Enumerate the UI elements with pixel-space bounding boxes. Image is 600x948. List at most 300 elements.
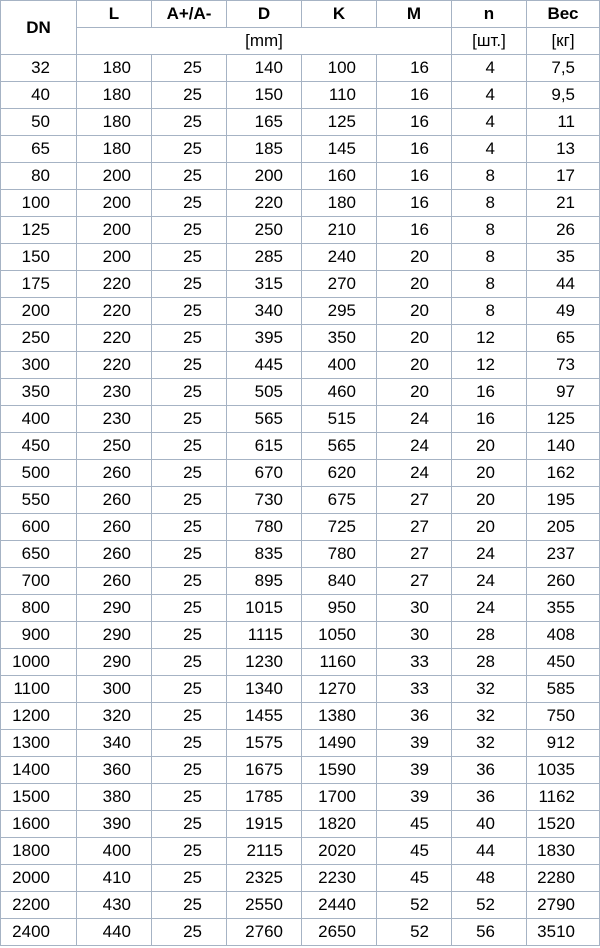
cell-m: 20: [377, 352, 452, 379]
cell-a: 25: [152, 55, 227, 82]
cell-a: 25: [152, 784, 227, 811]
cell-m: 27: [377, 514, 452, 541]
cell-weight: 1520: [527, 811, 600, 838]
table-row: [1, 271, 600, 298]
cell-k: 2440: [302, 892, 377, 919]
cell-dn: 175: [1, 271, 77, 298]
cell-d: 2115: [227, 838, 302, 865]
cell-k: 2020: [302, 838, 377, 865]
cell-n: 12: [452, 325, 527, 352]
header-dn: DN: [1, 1, 77, 55]
cell-k: 565: [302, 433, 377, 460]
cell-k: 620: [302, 460, 377, 487]
cell-a: 25: [152, 136, 227, 163]
cell-m: 20: [377, 271, 452, 298]
cell-a: 25: [152, 541, 227, 568]
header-weight: Вес: [527, 1, 600, 28]
cell-d: 445: [227, 352, 302, 379]
cell-n: 24: [452, 541, 527, 568]
table-row: [1, 514, 600, 541]
cell-n: 4: [452, 82, 527, 109]
cell-n: 16: [452, 379, 527, 406]
cell-dn: 2000: [1, 865, 77, 892]
cell-d: 670: [227, 460, 302, 487]
cell-a: 25: [152, 892, 227, 919]
cell-n: 32: [452, 676, 527, 703]
cell-weight: 1830: [527, 838, 600, 865]
cell-a: 25: [152, 730, 227, 757]
cell-a: 25: [152, 109, 227, 136]
cell-a: 25: [152, 811, 227, 838]
cell-dn: 40: [1, 82, 77, 109]
cell-l: 380: [77, 784, 152, 811]
cell-d: 1340: [227, 676, 302, 703]
cell-m: 16: [377, 163, 452, 190]
cell-k: 180: [302, 190, 377, 217]
cell-weight: 912: [527, 730, 600, 757]
table-row: [1, 433, 600, 460]
cell-n: 20: [452, 460, 527, 487]
cell-d: 250: [227, 217, 302, 244]
cell-n: 20: [452, 433, 527, 460]
cell-k: 110: [302, 82, 377, 109]
cell-n: 36: [452, 757, 527, 784]
cell-d: 780: [227, 514, 302, 541]
cell-n: 8: [452, 217, 527, 244]
cell-weight: 35: [527, 244, 600, 271]
cell-l: 360: [77, 757, 152, 784]
cell-k: 160: [302, 163, 377, 190]
table-row: [1, 622, 600, 649]
cell-dn: 2200: [1, 892, 77, 919]
cell-m: 20: [377, 325, 452, 352]
cell-a: 25: [152, 460, 227, 487]
cell-n: 28: [452, 622, 527, 649]
cell-dn: 1400: [1, 757, 77, 784]
cell-l: 440: [77, 919, 152, 946]
cell-weight: 237: [527, 541, 600, 568]
cell-a: 25: [152, 325, 227, 352]
cell-d: 140: [227, 55, 302, 82]
cell-weight: 125: [527, 406, 600, 433]
table-row: [1, 595, 600, 622]
cell-d: 2550: [227, 892, 302, 919]
cell-n: 36: [452, 784, 527, 811]
cell-dn: 1000: [1, 649, 77, 676]
table-row: [1, 379, 600, 406]
cell-l: 200: [77, 217, 152, 244]
cell-weight: 750: [527, 703, 600, 730]
cell-d: 1015: [227, 595, 302, 622]
table-row: [1, 109, 600, 136]
header-d: D: [227, 1, 302, 28]
table-header: [1, 1, 600, 55]
cell-n: 28: [452, 649, 527, 676]
cell-a: 25: [152, 865, 227, 892]
cell-l: 290: [77, 595, 152, 622]
cell-dn: 1200: [1, 703, 77, 730]
cell-weight: 2790: [527, 892, 600, 919]
cell-k: 1270: [302, 676, 377, 703]
cell-m: 39: [377, 784, 452, 811]
cell-d: 615: [227, 433, 302, 460]
cell-m: 24: [377, 460, 452, 487]
cell-n: 4: [452, 109, 527, 136]
cell-l: 300: [77, 676, 152, 703]
cell-dn: 900: [1, 622, 77, 649]
cell-m: 45: [377, 811, 452, 838]
cell-dn: 450: [1, 433, 77, 460]
table-row: [1, 352, 600, 379]
cell-weight: 11: [527, 109, 600, 136]
cell-n: 56: [452, 919, 527, 946]
cell-l: 200: [77, 244, 152, 271]
cell-a: 25: [152, 298, 227, 325]
cell-weight: 3510: [527, 919, 600, 946]
cell-m: 39: [377, 730, 452, 757]
cell-weight: 585: [527, 676, 600, 703]
cell-a: 25: [152, 919, 227, 946]
cell-dn: 150: [1, 244, 77, 271]
table-row: [1, 757, 600, 784]
cell-n: 40: [452, 811, 527, 838]
cell-weight: 1162: [527, 784, 600, 811]
cell-d: 165: [227, 109, 302, 136]
cell-m: 16: [377, 82, 452, 109]
cell-m: 27: [377, 541, 452, 568]
cell-m: 33: [377, 649, 452, 676]
cell-weight: 49: [527, 298, 600, 325]
table-row: [1, 190, 600, 217]
cell-weight: 2280: [527, 865, 600, 892]
cell-a: 25: [152, 622, 227, 649]
cell-n: 48: [452, 865, 527, 892]
cell-n: 20: [452, 487, 527, 514]
table-row: [1, 541, 600, 568]
cell-dn: 550: [1, 487, 77, 514]
cell-m: 20: [377, 244, 452, 271]
cell-dn: 1100: [1, 676, 77, 703]
cell-n: 4: [452, 55, 527, 82]
cell-m: 45: [377, 865, 452, 892]
cell-m: 36: [377, 703, 452, 730]
table-row: [1, 325, 600, 352]
cell-dn: 2400: [1, 919, 77, 946]
cell-n: 8: [452, 271, 527, 298]
cell-dn: 1600: [1, 811, 77, 838]
cell-a: 25: [152, 676, 227, 703]
table-row: [1, 676, 600, 703]
cell-d: 1575: [227, 730, 302, 757]
cell-l: 250: [77, 433, 152, 460]
cell-d: 185: [227, 136, 302, 163]
cell-a: 25: [152, 379, 227, 406]
cell-a: 25: [152, 352, 227, 379]
cell-k: 1380: [302, 703, 377, 730]
cell-l: 260: [77, 568, 152, 595]
cell-dn: 650: [1, 541, 77, 568]
table-row: [1, 217, 600, 244]
cell-m: 39: [377, 757, 452, 784]
cell-m: 30: [377, 595, 452, 622]
cell-d: 1230: [227, 649, 302, 676]
cell-dn: 80: [1, 163, 77, 190]
cell-dn: 600: [1, 514, 77, 541]
cell-a: 25: [152, 82, 227, 109]
cell-n: 24: [452, 595, 527, 622]
table-row: [1, 298, 600, 325]
cell-dn: 200: [1, 298, 77, 325]
cell-weight: 355: [527, 595, 600, 622]
cell-k: 780: [302, 541, 377, 568]
cell-weight: 140: [527, 433, 600, 460]
cell-dn: 1300: [1, 730, 77, 757]
cell-l: 290: [77, 622, 152, 649]
cell-n: 16: [452, 406, 527, 433]
cell-k: 1160: [302, 649, 377, 676]
cell-m: 24: [377, 433, 452, 460]
cell-k: 725: [302, 514, 377, 541]
header-row: [1, 1, 600, 28]
cell-weight: 260: [527, 568, 600, 595]
cell-d: 220: [227, 190, 302, 217]
cell-l: 320: [77, 703, 152, 730]
cell-weight: 13: [527, 136, 600, 163]
cell-weight: 9,5: [527, 82, 600, 109]
cell-d: 200: [227, 163, 302, 190]
cell-a: 25: [152, 406, 227, 433]
cell-l: 430: [77, 892, 152, 919]
table-row: [1, 892, 600, 919]
cell-l: 410: [77, 865, 152, 892]
header-l: L: [77, 1, 152, 28]
table-row: [1, 649, 600, 676]
cell-l: 220: [77, 325, 152, 352]
table-row: [1, 460, 600, 487]
cell-a: 25: [152, 514, 227, 541]
cell-d: 2325: [227, 865, 302, 892]
cell-l: 230: [77, 406, 152, 433]
cell-n: 8: [452, 298, 527, 325]
cell-weight: 162: [527, 460, 600, 487]
cell-n: 44: [452, 838, 527, 865]
table-row: [1, 811, 600, 838]
cell-dn: 1500: [1, 784, 77, 811]
cell-l: 180: [77, 109, 152, 136]
cell-k: 100: [302, 55, 377, 82]
header-a: A+/A-: [152, 1, 227, 28]
cell-n: 32: [452, 703, 527, 730]
cell-k: 270: [302, 271, 377, 298]
cell-m: 20: [377, 379, 452, 406]
cell-d: 730: [227, 487, 302, 514]
cell-d: 340: [227, 298, 302, 325]
cell-n: 20: [452, 514, 527, 541]
cell-d: 1455: [227, 703, 302, 730]
cell-l: 400: [77, 838, 152, 865]
units-row: [1, 28, 600, 55]
cell-l: 180: [77, 55, 152, 82]
cell-a: 25: [152, 163, 227, 190]
cell-k: 1700: [302, 784, 377, 811]
table-body: [1, 55, 600, 946]
cell-k: 240: [302, 244, 377, 271]
cell-n: 12: [452, 352, 527, 379]
cell-a: 25: [152, 568, 227, 595]
cell-d: 1915: [227, 811, 302, 838]
cell-k: 840: [302, 568, 377, 595]
cell-k: 515: [302, 406, 377, 433]
cell-d: 285: [227, 244, 302, 271]
cell-dn: 350: [1, 379, 77, 406]
cell-a: 25: [152, 190, 227, 217]
cell-l: 200: [77, 163, 152, 190]
cell-l: 220: [77, 271, 152, 298]
unit-kg: [кг]: [527, 28, 600, 55]
cell-l: 230: [77, 379, 152, 406]
cell-k: 210: [302, 217, 377, 244]
cell-a: 25: [152, 757, 227, 784]
cell-m: 45: [377, 838, 452, 865]
cell-n: 24: [452, 568, 527, 595]
cell-a: 25: [152, 271, 227, 298]
cell-d: 565: [227, 406, 302, 433]
cell-dn: 32: [1, 55, 77, 82]
unit-mm: [mm]: [77, 28, 452, 55]
cell-dn: 400: [1, 406, 77, 433]
cell-dn: 125: [1, 217, 77, 244]
cell-l: 260: [77, 541, 152, 568]
table-row: [1, 865, 600, 892]
cell-weight: 97: [527, 379, 600, 406]
unit-pieces: [шт.]: [452, 28, 527, 55]
cell-d: 895: [227, 568, 302, 595]
cell-k: 1050: [302, 622, 377, 649]
cell-n: 8: [452, 190, 527, 217]
cell-d: 395: [227, 325, 302, 352]
cell-k: 350: [302, 325, 377, 352]
cell-m: 33: [377, 676, 452, 703]
cell-d: 315: [227, 271, 302, 298]
cell-n: 8: [452, 163, 527, 190]
cell-weight: 65: [527, 325, 600, 352]
cell-d: 150: [227, 82, 302, 109]
cell-l: 260: [77, 514, 152, 541]
cell-l: 220: [77, 352, 152, 379]
cell-weight: 450: [527, 649, 600, 676]
cell-a: 25: [152, 595, 227, 622]
header-k: K: [302, 1, 377, 28]
cell-k: 460: [302, 379, 377, 406]
table-row: [1, 163, 600, 190]
header-n: n: [452, 1, 527, 28]
cell-m: 30: [377, 622, 452, 649]
table-row: [1, 730, 600, 757]
cell-weight: 44: [527, 271, 600, 298]
cell-l: 180: [77, 136, 152, 163]
table-row: [1, 568, 600, 595]
cell-k: 675: [302, 487, 377, 514]
cell-m: 52: [377, 892, 452, 919]
cell-weight: 1035: [527, 757, 600, 784]
cell-weight: 195: [527, 487, 600, 514]
cell-a: 25: [152, 217, 227, 244]
cell-d: 1785: [227, 784, 302, 811]
cell-k: 1820: [302, 811, 377, 838]
cell-l: 200: [77, 190, 152, 217]
cell-weight: 7,5: [527, 55, 600, 82]
cell-a: 25: [152, 703, 227, 730]
cell-weight: 205: [527, 514, 600, 541]
table-row: [1, 838, 600, 865]
cell-dn: 1800: [1, 838, 77, 865]
cell-k: 125: [302, 109, 377, 136]
cell-dn: 250: [1, 325, 77, 352]
cell-n: 4: [452, 136, 527, 163]
cell-l: 340: [77, 730, 152, 757]
cell-a: 25: [152, 649, 227, 676]
cell-a: 25: [152, 838, 227, 865]
cell-dn: 700: [1, 568, 77, 595]
cell-dn: 500: [1, 460, 77, 487]
cell-m: 27: [377, 487, 452, 514]
cell-weight: 408: [527, 622, 600, 649]
cell-dn: 65: [1, 136, 77, 163]
table-row: [1, 55, 600, 82]
header-m: M: [377, 1, 452, 28]
cell-dn: 100: [1, 190, 77, 217]
cell-m: 16: [377, 55, 452, 82]
cell-n: 32: [452, 730, 527, 757]
table-row: [1, 82, 600, 109]
cell-weight: 17: [527, 163, 600, 190]
cell-m: 16: [377, 190, 452, 217]
cell-n: 52: [452, 892, 527, 919]
cell-dn: 300: [1, 352, 77, 379]
cell-m: 16: [377, 109, 452, 136]
table-row: [1, 136, 600, 163]
table-row: [1, 919, 600, 946]
cell-a: 25: [152, 487, 227, 514]
cell-k: 145: [302, 136, 377, 163]
cell-m: 24: [377, 406, 452, 433]
cell-m: 16: [377, 217, 452, 244]
cell-d: 1675: [227, 757, 302, 784]
cell-k: 2230: [302, 865, 377, 892]
cell-n: 8: [452, 244, 527, 271]
cell-l: 180: [77, 82, 152, 109]
cell-dn: 50: [1, 109, 77, 136]
cell-k: 295: [302, 298, 377, 325]
table-row: [1, 487, 600, 514]
cell-d: 2760: [227, 919, 302, 946]
table-row: [1, 784, 600, 811]
cell-k: 400: [302, 352, 377, 379]
cell-l: 290: [77, 649, 152, 676]
cell-a: 25: [152, 433, 227, 460]
cell-l: 390: [77, 811, 152, 838]
cell-l: 260: [77, 460, 152, 487]
cell-weight: 73: [527, 352, 600, 379]
table-row: [1, 703, 600, 730]
cell-d: 505: [227, 379, 302, 406]
table-row: [1, 406, 600, 433]
cell-d: 1115: [227, 622, 302, 649]
cell-k: 950: [302, 595, 377, 622]
cell-m: 27: [377, 568, 452, 595]
cell-l: 260: [77, 487, 152, 514]
cell-k: 1490: [302, 730, 377, 757]
